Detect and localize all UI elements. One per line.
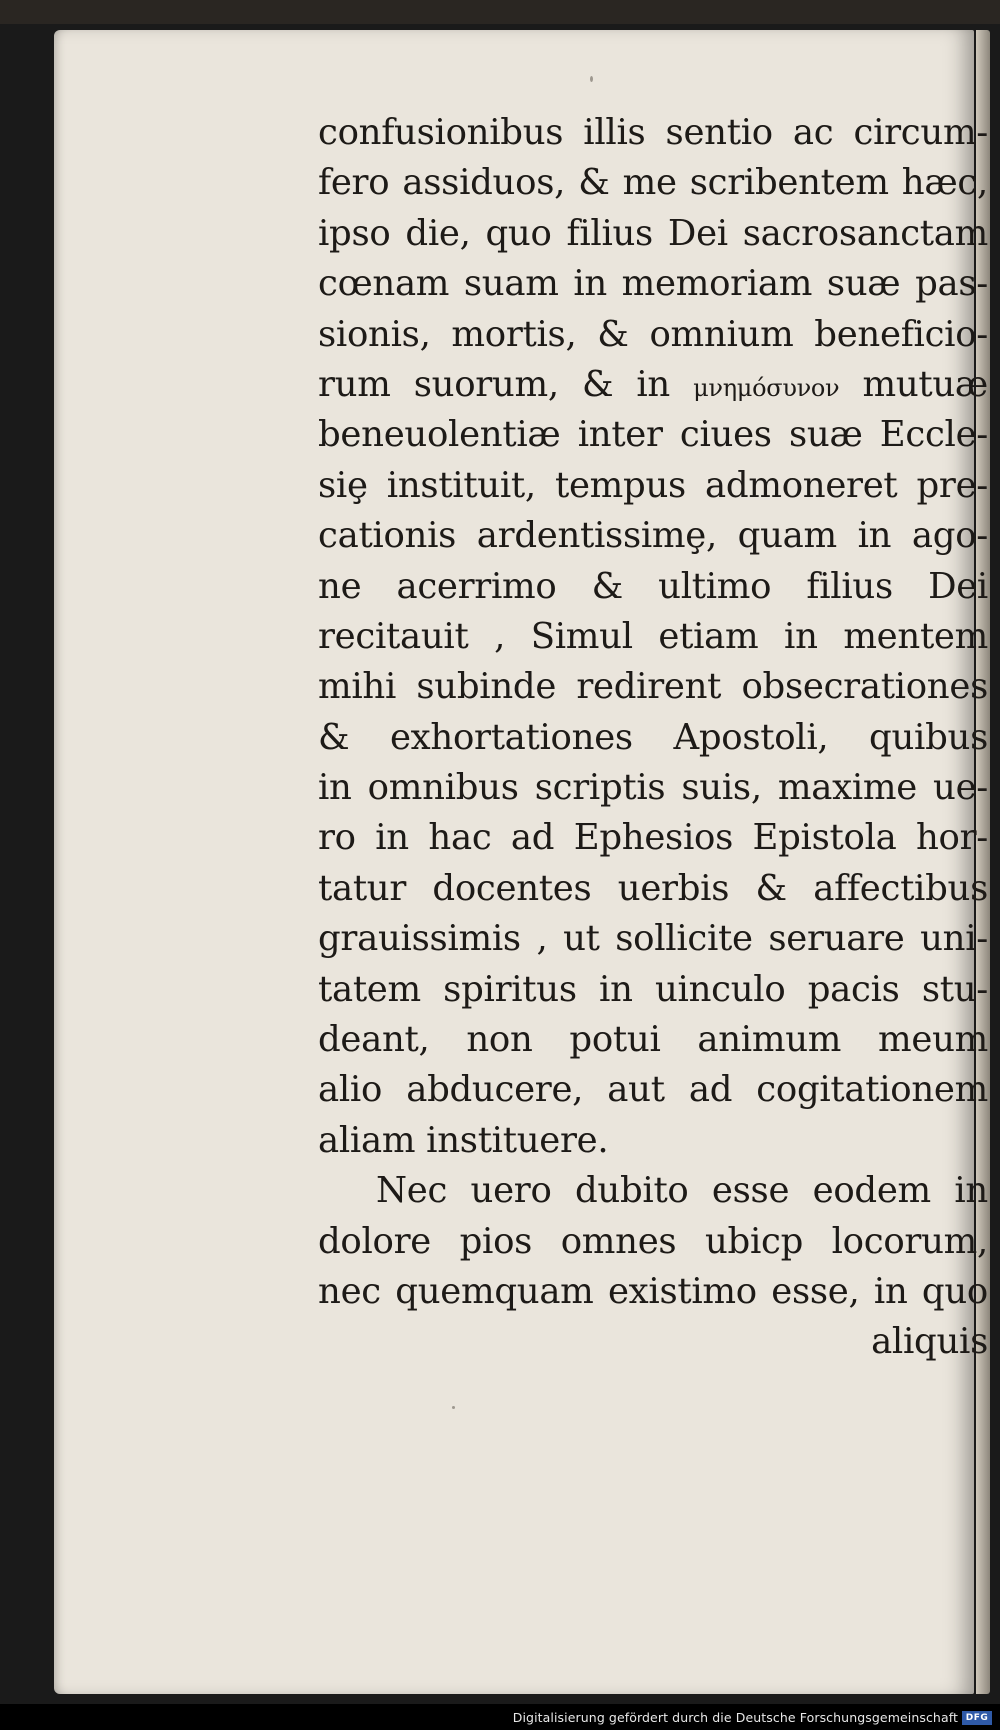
text-line: grauissimis , ut sollicite seruare uni- <box>318 918 988 960</box>
text-line-end: mutuæ <box>862 363 988 405</box>
dfg-logo-icon: DFG <box>962 1711 992 1725</box>
page-top-shadow <box>0 0 1000 24</box>
text-line: in omnibus scriptis suis, maxime ue- <box>318 767 988 809</box>
text-line: fero assiduos, & me scribentem hæc, <box>318 162 988 204</box>
text-line-paragraph-end: aliam instituere. <box>318 1119 609 1161</box>
text-line: cationis ardentissimȩ, quam in ago- <box>318 515 988 557</box>
catchword: aliquis <box>871 1321 988 1363</box>
text-line-paragraph-start: Nec uero dubito esse eodem in <box>376 1170 988 1212</box>
paper-speck <box>590 76 593 82</box>
text-line: & exhortationes Apostoli, quibus <box>318 716 988 758</box>
text-line: dolore pios omnes ubicp locorum, <box>318 1220 988 1262</box>
text-line: alio abducere, aut ad cogitationem <box>318 1069 988 1111</box>
footer-credit: Digitalisierung gefördert durch die Deutsche Forschungsgemeinschaft <box>512 1710 958 1725</box>
greek-word: μνημόσυνον <box>693 373 840 402</box>
text-line: confusionibus illis sentio ac circum- <box>318 112 988 153</box>
text-line-start: rum suorum, & in <box>318 363 670 405</box>
text-line: ro in hac ad Ephesios Epistola hor- <box>318 817 988 859</box>
text-line-with-greek <box>318 360 988 410</box>
paper-speck <box>452 1406 455 1409</box>
text-line: tatur docentes uerbis & affectibus <box>318 867 988 909</box>
text-line: siȩ instituit, tempus admoneret pre- <box>318 464 988 506</box>
text-line: sionis, mortis, & omnium beneficio- <box>318 313 988 355</box>
text-line: tatem spiritus in uinculo pacis stu- <box>318 968 988 1010</box>
text-line: recitauit , Simul etiam in mentem <box>318 615 988 657</box>
text-line: cœnam suam in memoriam suæ pas- <box>318 263 988 305</box>
text-line: nec quemquam existimo esse, in quo <box>318 1270 988 1312</box>
text-line: ipso die, quo filius Dei sacrosanctam <box>318 212 988 254</box>
text-line: ne acerrimo & ultimo filius Dei <box>318 565 988 607</box>
text-line: deant, non potui animum meum <box>318 1019 988 1061</box>
text-line: beneuolentiæ inter ciues suæ Eccle- <box>318 414 988 456</box>
footer-bar <box>0 1704 1000 1730</box>
text-line: mihi subinde redirent obsecrationes <box>318 666 988 708</box>
page-text <box>318 108 988 1368</box>
